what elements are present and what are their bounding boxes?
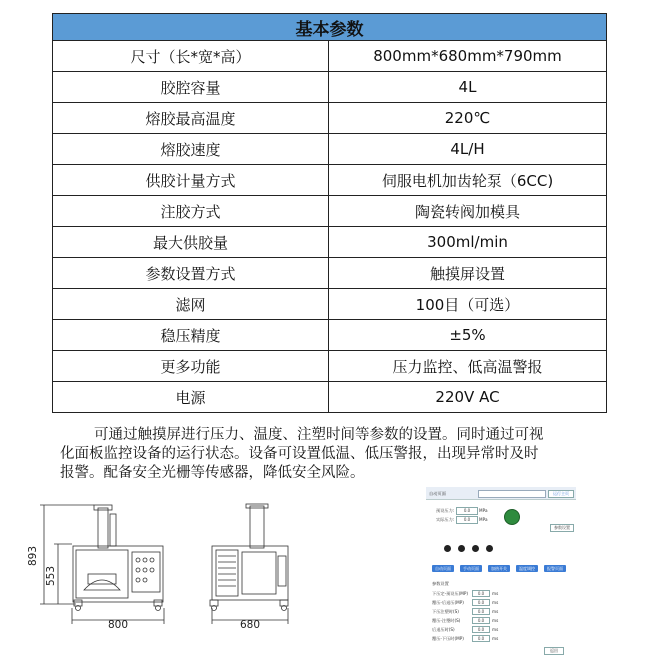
hmi-tab-heat[interactable]: 加热开关	[488, 565, 510, 572]
hmi-param-label: 下压注塑时(S)	[432, 609, 459, 614]
hmi-home-button[interactable]: 运行主页	[548, 490, 574, 498]
hmi-param-value[interactable]: 0.0	[472, 635, 490, 642]
hmi-knob-2[interactable]	[458, 545, 465, 552]
hmi-knob-1[interactable]	[444, 545, 451, 552]
hmi-title: 自动页面	[429, 491, 446, 496]
hmi-row2-value[interactable]: 0.0	[456, 516, 478, 524]
table-row	[53, 103, 607, 134]
param-label: 胶腔容量	[53, 72, 329, 103]
side-view-drawing	[200, 500, 310, 632]
hmi-param-unit: ms	[492, 609, 499, 614]
front-view-drawing	[14, 500, 184, 632]
front-width-label: 800	[108, 619, 129, 631]
hmi-section-title: 参数设置	[432, 581, 449, 586]
param-label: 稳压精度	[53, 320, 329, 351]
hmi-param-value[interactable]: 0.0	[472, 617, 490, 624]
hmi-tab-auto[interactable]: 自动页面	[432, 565, 454, 572]
hmi-knob-4[interactable]	[486, 545, 493, 552]
hmi-param-value[interactable]: 0.0	[472, 608, 490, 615]
param-value: 220V AC	[329, 382, 607, 413]
param-label: 更多功能	[53, 351, 329, 382]
param-label: 尺寸（长*宽*高）	[53, 41, 329, 72]
hmi-status-indicator	[504, 509, 520, 525]
hmi-param-setting-button[interactable]: 参数设置	[550, 524, 574, 532]
table-row	[53, 196, 607, 227]
hmi-param-unit: ms	[492, 600, 499, 605]
param-value: ±5%	[329, 320, 607, 351]
hmi-param-label: 下压定-预设压(MP)	[432, 591, 469, 596]
hmi-tab-alarm[interactable]: 报警页面	[544, 565, 566, 572]
table-row	[53, 227, 607, 258]
hmi-param-value[interactable]: 0.0	[472, 599, 490, 606]
hmi-param-label: 覆压-下压时(MP)	[432, 636, 464, 641]
table-header-row	[53, 14, 607, 41]
hmi-row1-label: 预设压力:	[436, 508, 455, 513]
description-line-2: 化面板监控设备的运行状态。设备可设置低温、低压警报，出现异常时及时	[60, 446, 539, 462]
param-value: 陶瓷转阀加模具	[329, 196, 607, 227]
param-value: 220℃	[329, 103, 607, 134]
hmi-param-value[interactable]: 0.0	[472, 590, 490, 597]
hmi-param-unit: ms	[492, 636, 499, 641]
description-line-1: 可通过触摸屏进行压力、温度、注塑时间等参数的设置。同时通过可视	[94, 427, 544, 443]
hmi-param-label: 覆压-注塑时(S)	[432, 618, 461, 623]
hmi-param-unit: ms	[492, 627, 499, 632]
hmi-row2-unit: MPa	[479, 517, 488, 522]
param-value: 800mm*680mm*790mm	[329, 41, 607, 72]
hmi-param-unit: ms	[492, 618, 499, 623]
table-row	[53, 382, 607, 413]
hmi-title-field	[478, 490, 546, 498]
hmi-knob-3[interactable]	[472, 545, 479, 552]
table-row	[53, 351, 607, 382]
table-row	[53, 258, 607, 289]
table-row	[53, 134, 607, 165]
table-body	[53, 41, 607, 413]
param-value: 100目（可选）	[329, 289, 607, 320]
hmi-row1-value[interactable]: 0.0	[456, 507, 478, 515]
table-title: 基本参数	[53, 14, 607, 41]
param-label: 参数设置方式	[53, 258, 329, 289]
param-label: 注胶方式	[53, 196, 329, 227]
hmi-row1-unit: MPa	[479, 508, 488, 513]
table-row	[53, 320, 607, 351]
hmi-tab-manual[interactable]: 手动页面	[460, 565, 482, 572]
param-value: 4L/H	[329, 134, 607, 165]
description	[60, 426, 600, 483]
hmi-back-button[interactable]: 返回	[544, 647, 564, 655]
side-width-label: 680	[240, 619, 261, 631]
param-value: 4L	[329, 72, 607, 103]
param-label: 电源	[53, 382, 329, 413]
param-label: 熔胶最高温度	[53, 103, 329, 134]
param-label: 供胶计量方式	[53, 165, 329, 196]
param-value: 伺服电机加齿轮泵（6CC)	[329, 165, 607, 196]
param-label: 熔胶速度	[53, 134, 329, 165]
hmi-param-label: 后退压时(S)	[432, 627, 455, 632]
description-line-3: 报警。配备安全光栅等传感器，降低安全风险。	[60, 465, 365, 481]
hmi-param-unit: ms	[492, 591, 499, 596]
table-row	[53, 165, 607, 196]
front-height-body-label: 553	[45, 565, 57, 586]
table-row	[53, 41, 607, 72]
hmi-param-label: 覆压-后退压(MP)	[432, 600, 464, 605]
param-value: 压力监控、低高温警报	[329, 351, 607, 382]
spec-table	[52, 13, 607, 413]
hmi-param-value[interactable]: 0.0	[472, 626, 490, 633]
param-label: 滤网	[53, 289, 329, 320]
front-height-total-label: 893	[27, 545, 39, 566]
param-label: 最大供胶量	[53, 227, 329, 258]
param-value: 触摸屏设置	[329, 258, 607, 289]
hmi-row2-label: 实际压力:	[436, 517, 455, 522]
param-value: 300ml/min	[329, 227, 607, 258]
hmi-tab-temp[interactable]: 温度调控	[516, 565, 538, 572]
hmi-screen	[426, 487, 576, 657]
table-row	[53, 72, 607, 103]
table-row	[53, 289, 607, 320]
